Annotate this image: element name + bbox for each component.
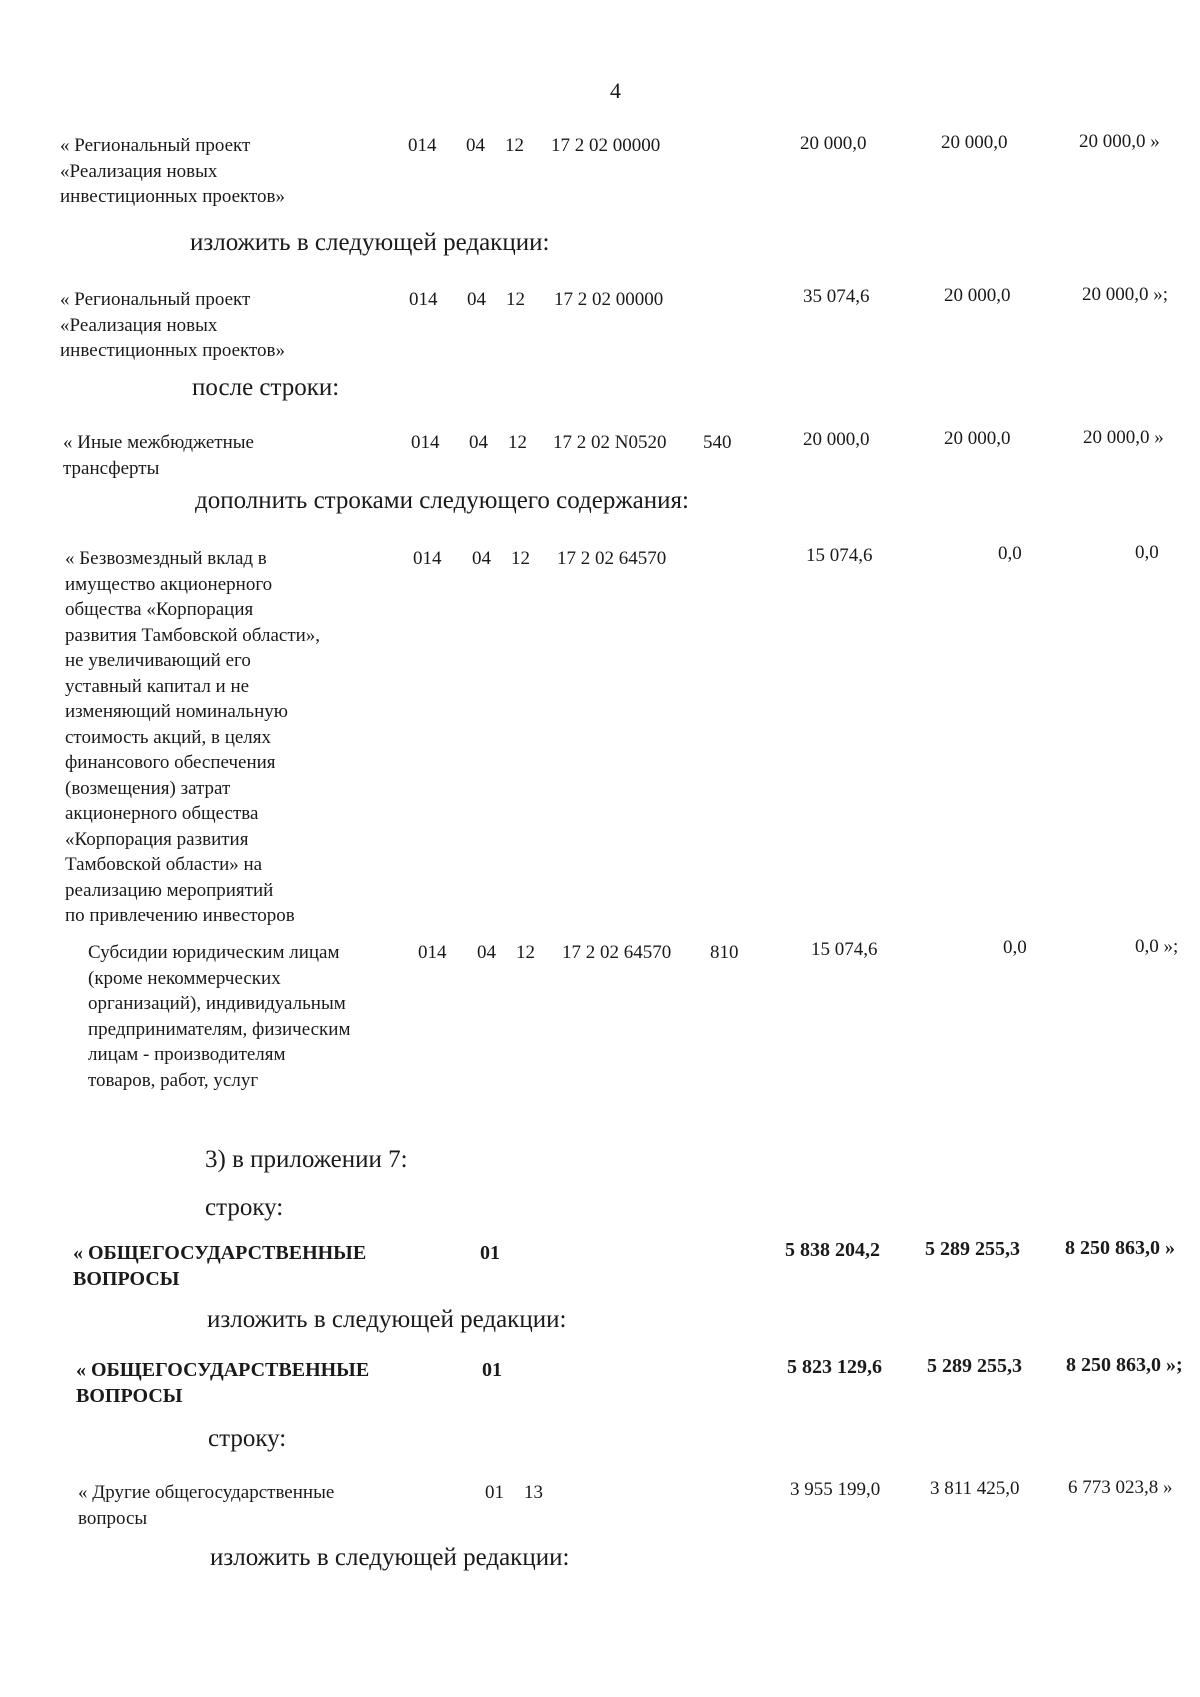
amount-year-1: 15 074,6: [811, 939, 878, 960]
row-name: « Иные межбюджетные трансферты: [63, 432, 254, 479]
target-article-code: 17 2 02 N0520: [553, 432, 667, 453]
amount-year-2: 20 000,0: [944, 428, 1011, 449]
expense-type-code: 810: [710, 942, 739, 963]
amount-year-3: 8 250 863,0 »: [1065, 1237, 1175, 1259]
row-name: Субсидии юридическим лицам (кроме некоммерческих организаций), индивидуальным предпринимателям, физическим лицам - производителям товаров, работ, услуг: [88, 942, 351, 1091]
ved-code: 014: [411, 432, 440, 453]
amount-year-1: 20 000,0: [800, 133, 867, 154]
row-name: « Другие общегосударственные вопросы: [78, 1482, 335, 1529]
subsection-code: 12: [505, 135, 524, 156]
ved-code: 014: [413, 548, 442, 569]
target-article-code: 17 2 02 64570: [557, 548, 667, 569]
target-article-code: 17 2 02 00000: [551, 135, 661, 156]
instruction-row: строку:: [205, 1194, 284, 1221]
amount-year-2: 5 289 255,3: [927, 1355, 1022, 1377]
amount-year-1: 20 000,0: [803, 429, 870, 450]
ved-code: 014: [418, 942, 447, 963]
page-number: 4: [610, 78, 621, 103]
ved-code: 014: [409, 289, 438, 310]
amount-year-1: 5 823 129,6: [787, 1356, 882, 1378]
target-article-code: 17 2 02 64570: [562, 942, 672, 963]
section-code: 01: [480, 1242, 500, 1264]
amount-year-3: 8 250 863,0 »;: [1066, 1354, 1183, 1376]
amount-year-3: 20 000,0 »: [1083, 427, 1164, 448]
subsection-code: 12: [516, 942, 535, 963]
subsection-code: 12: [511, 548, 530, 569]
subsection-code: 12: [508, 432, 527, 453]
amount-year-2: 0,0: [998, 543, 1022, 564]
subsection-code: 13: [524, 1482, 543, 1503]
section-code: 04: [467, 289, 486, 310]
amount-year-3: 6 773 023,8 »: [1068, 1477, 1173, 1498]
amount-year-2: 0,0: [1003, 937, 1027, 958]
instruction-restate: изложить в следующей редакции:: [207, 1306, 567, 1333]
section-code: 01: [482, 1359, 502, 1381]
instruction-restate: изложить в следующей редакции:: [190, 229, 550, 256]
amount-year-1: 15 074,6: [806, 545, 873, 566]
expense-type-code: 540: [703, 432, 732, 453]
row-name: « Безвозмездный вклад в имущество акционерного общества «Корпорация развития Тамбовской области», не увеличивающий его уставный капитал и не изменяющий номинальную стоимость акций, в целях финансового обеспечения (возмещения) затрат акционерного общества «Корпорация развития Тамбовской области» на реализацию мероприятий по привлечению инвесторов: [65, 548, 321, 926]
instruction-restate: изложить в следующей редакции:: [210, 1544, 570, 1571]
row-name: « Региональный проект «Реализация новых инвестиционных проектов»: [60, 289, 286, 361]
section-code: 04: [472, 548, 491, 569]
row-name: « Региональный проект «Реализация новых инвестиционных проектов»: [60, 135, 286, 207]
instruction-add-rows: дополнить строками следующего содержания:: [195, 487, 689, 514]
amount-year-2: 5 289 255,3: [925, 1238, 1020, 1260]
amount-year-1: 3 955 199,0: [790, 1479, 881, 1500]
item-3-heading: 3) в приложении 7:: [205, 1146, 408, 1173]
amount-year-3: 0,0: [1135, 542, 1159, 563]
target-article-code: 17 2 02 00000: [554, 289, 664, 310]
subsection-code: 12: [506, 289, 525, 310]
section-code: 04: [477, 942, 496, 963]
amount-year-3: 20 000,0 »;: [1082, 284, 1169, 305]
ved-code: 014: [408, 135, 437, 156]
amount-year-1: 35 074,6: [803, 286, 870, 307]
amount-year-2: 3 811 425,0: [930, 1478, 1020, 1499]
instruction-row: строку:: [208, 1425, 287, 1452]
row-name: « ОБЩЕГОСУДАРСТВЕННЫЕ ВОПРОСЫ: [73, 1242, 367, 1290]
row-name: « ОБЩЕГОСУДАРСТВЕННЫЕ ВОПРОСЫ: [76, 1359, 370, 1407]
section-code: 04: [466, 135, 485, 156]
amount-year-3: 0,0 »;: [1135, 936, 1179, 957]
section-code: 01: [485, 1482, 504, 1503]
amount-year-2: 20 000,0: [941, 132, 1008, 153]
section-code: 04: [469, 432, 488, 453]
amount-year-3: 20 000,0 »: [1079, 131, 1160, 152]
amount-year-2: 20 000,0: [944, 285, 1011, 306]
amount-year-1: 5 838 204,2: [785, 1239, 880, 1261]
instruction-after-row: после строки:: [192, 374, 340, 401]
